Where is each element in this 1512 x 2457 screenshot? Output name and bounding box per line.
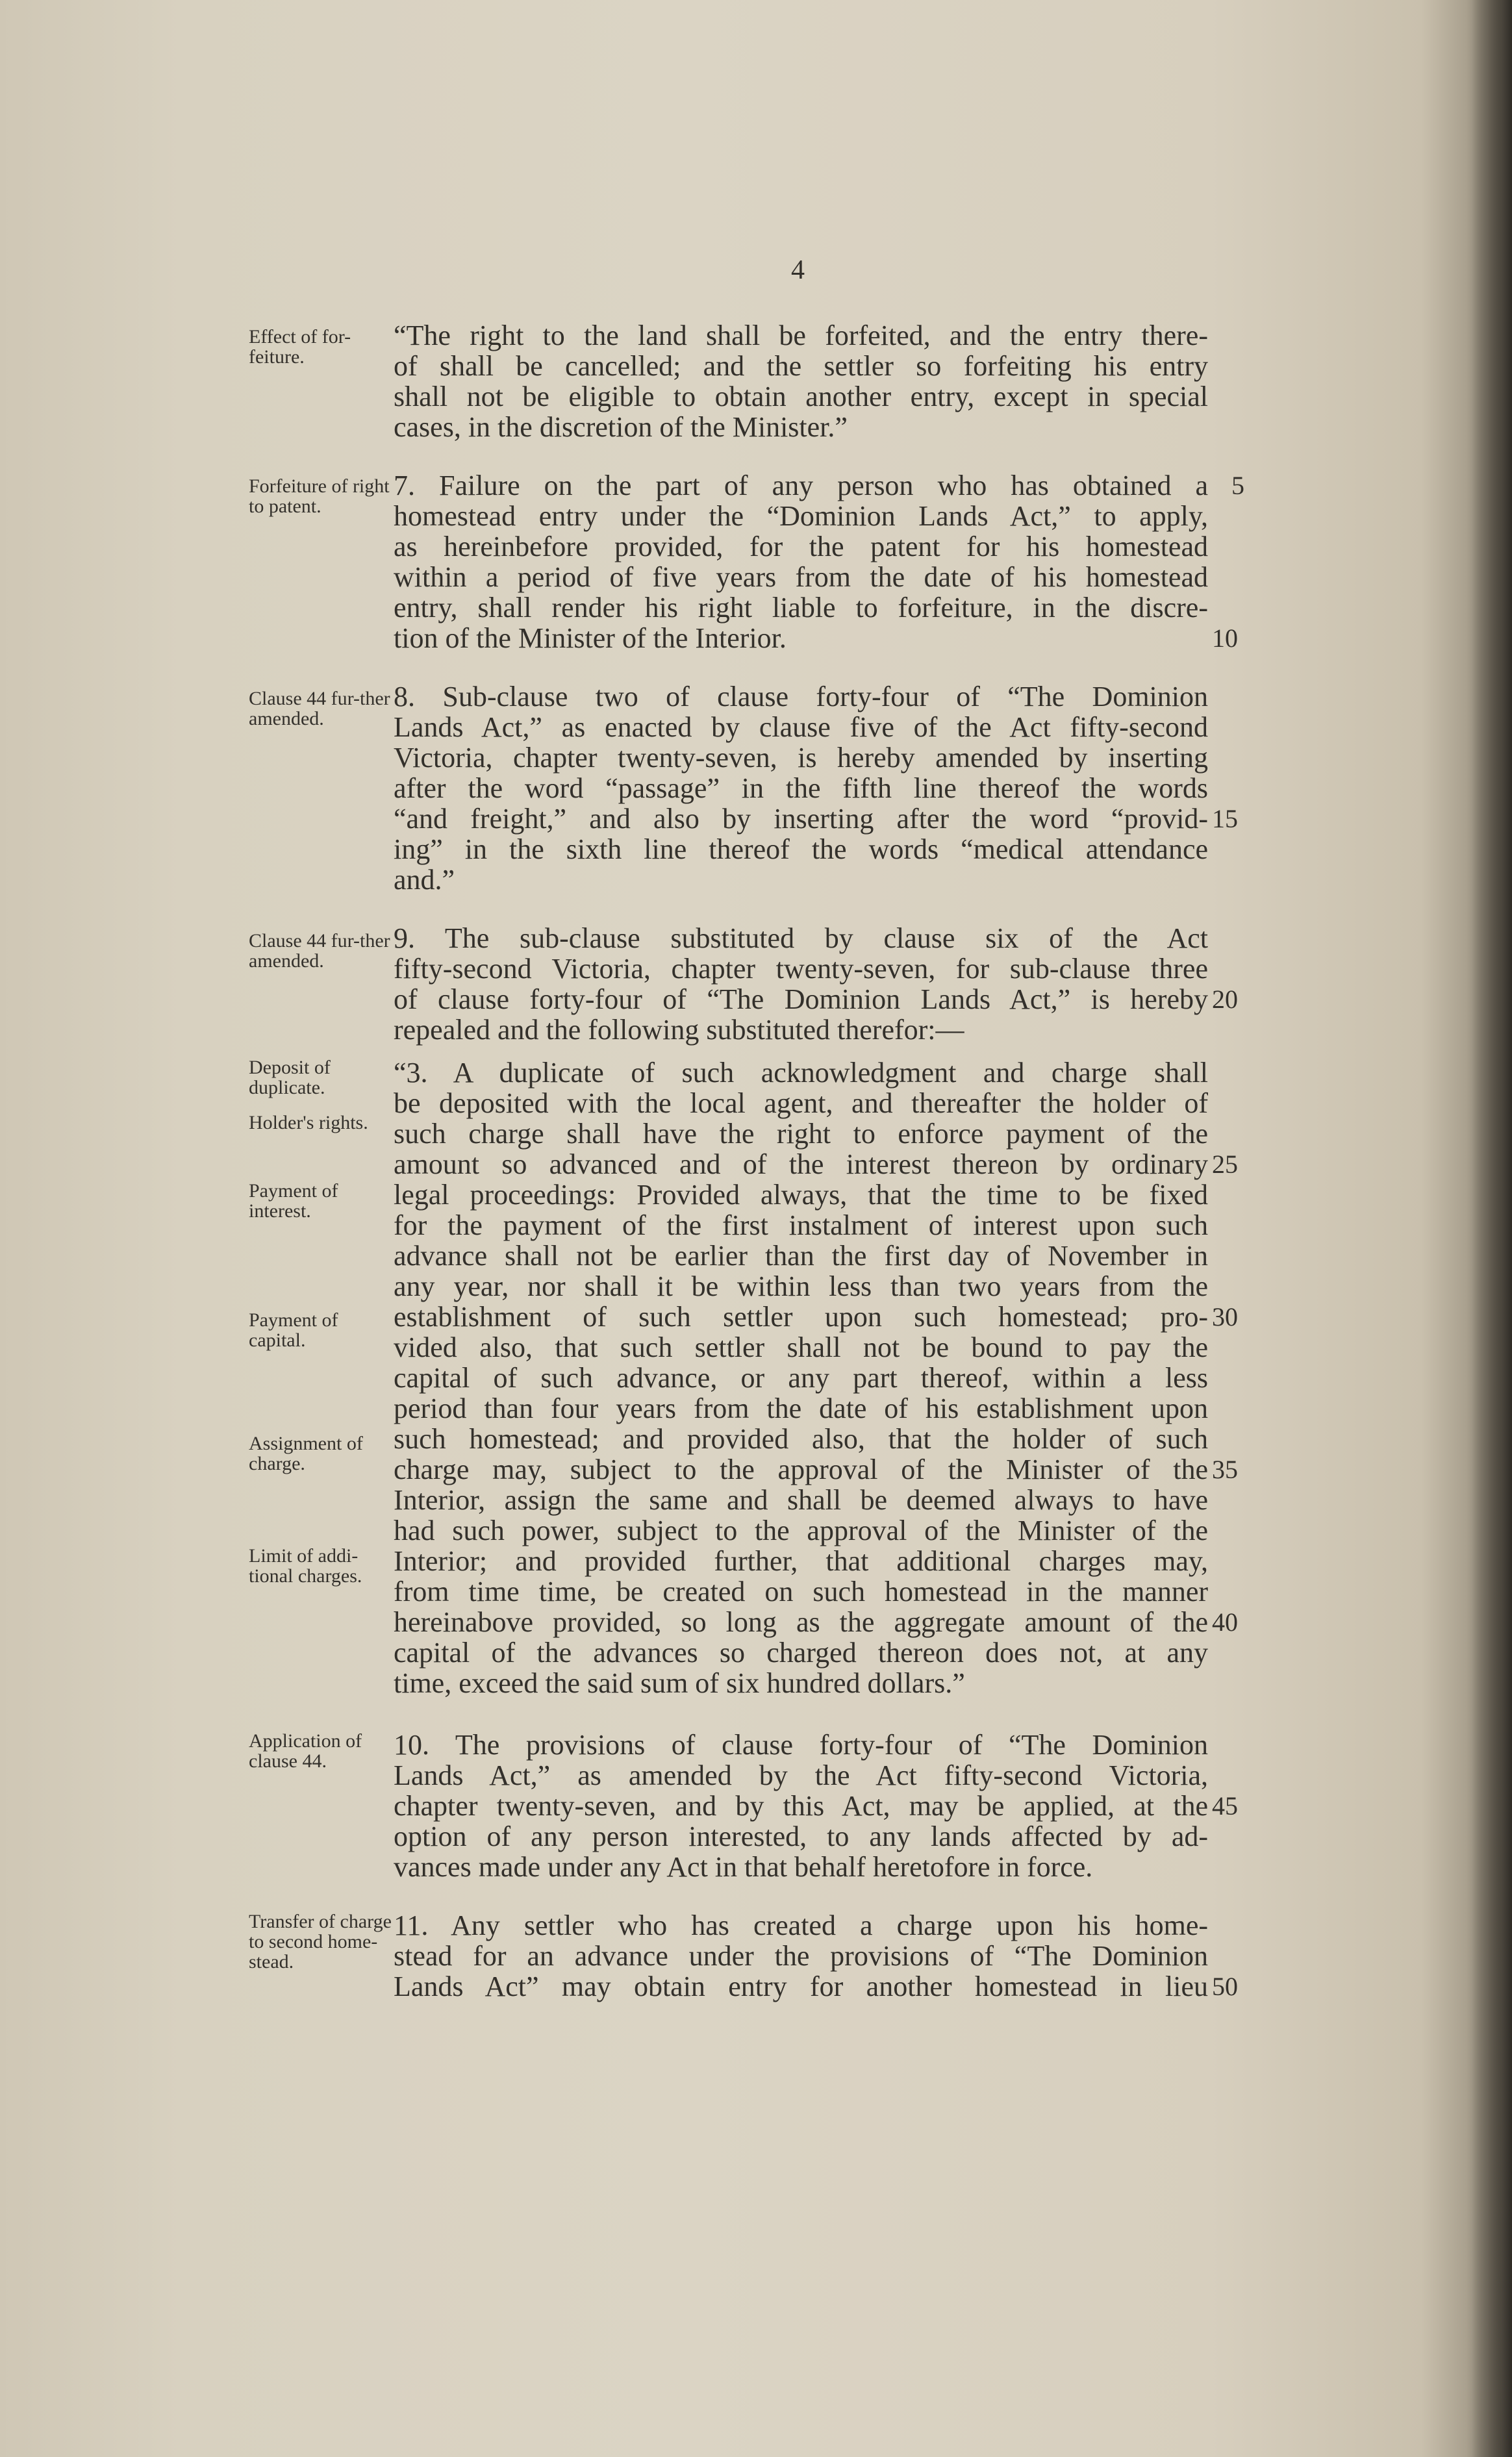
margin-note: Clause 44 fur-ther amended.	[249, 688, 390, 729]
body-line: Lands Act” may obtain entry for another homestead in lieu	[394, 1971, 1208, 2002]
body-line: vances made under any Act in that behalf heretofore in force.	[394, 1852, 1093, 1883]
line-number: 10	[1212, 624, 1238, 653]
body-line: hereinabove provided, so long as the aggregate amount of the	[394, 1607, 1208, 1638]
body-line: advance shall not be earlier than the first day of November in	[394, 1241, 1208, 1272]
line-number: 5	[1231, 471, 1244, 500]
body-line: after the word “passage” in the fifth line thereof the words	[394, 773, 1208, 804]
line-number: 30	[1212, 1302, 1238, 1331]
body-line: repealed and the following substituted therefor:—	[394, 1014, 964, 1046]
body-line: “3. A duplicate of such acknowledgment and charge shall	[394, 1057, 1208, 1089]
line-number: 20	[1212, 985, 1238, 1014]
body-line: within a period of five years from the date of his homestead	[394, 562, 1208, 593]
margin-note: Application of clause 44.	[249, 1730, 362, 1772]
body-line: Victoria, chapter twenty-seven, is hereby amended by inserting	[394, 742, 1208, 774]
margin-note: Assignment of charge.	[249, 1433, 363, 1474]
margin-note: Deposit of duplicate.	[249, 1057, 331, 1098]
margin-note: Payment of capital.	[249, 1309, 338, 1351]
line-number: 25	[1212, 1150, 1238, 1179]
line-number: 35	[1212, 1455, 1238, 1484]
body-line: fifty-second Victoria, chapter twenty-seven, for sub-clause three	[394, 953, 1208, 985]
body-line: amount so advanced and of the interest thereon by ordinary	[394, 1149, 1208, 1180]
body-line: Lands Act,” as amended by the Act fifty-second Victoria,	[394, 1760, 1208, 1791]
body-line: Lands Act,” as enacted by clause five of the Act fifty-second	[394, 712, 1208, 743]
body-line: option of any person interested, to any lands affected by ad-	[394, 1821, 1208, 1852]
body-line: shall not be eligible to obtain another entry, except in special	[394, 381, 1208, 412]
body-line: charge may, subject to the approval of the Minister of the	[394, 1454, 1208, 1485]
body-line: of shall be cancelled; and the settler so forfeiting his entry	[394, 351, 1208, 382]
body-line: vided also, that such settler shall not be bound to pay the	[394, 1332, 1208, 1363]
body-line: stead for an advance under the provisions of “The Dominion	[394, 1941, 1208, 1972]
body-line: 10. The provisions of clause forty-four of “The Dominion	[394, 1730, 1208, 1761]
body-line: establishment of such settler upon such homestead; pro-	[394, 1302, 1208, 1333]
body-line: entry, shall render his right liable to forfeiture, in the discre-	[394, 592, 1208, 624]
body-line: Interior, assign the same and shall be deemed always to have	[394, 1485, 1208, 1516]
margin-note: Forfeiture of right to patent.	[249, 475, 390, 517]
body-line: “The right to the land shall be forfeited, and the entry there-	[394, 320, 1208, 351]
body-line: capital of such advance, or any part thereof, within a less	[394, 1363, 1208, 1394]
page-binding-shadow	[1472, 0, 1512, 2457]
body-line: for the payment of the first instalment of interest upon such	[394, 1210, 1208, 1241]
line-number: 40	[1212, 1607, 1238, 1637]
body-line: and.”	[394, 864, 455, 896]
body-line: Interior; and provided further, that additional charges may,	[394, 1546, 1208, 1577]
body-line: ing” in the sixth line thereof the words “medical attendance	[394, 834, 1208, 865]
body-line: chapter twenty-seven, and by this Act, may be applied, at the	[394, 1791, 1208, 1822]
body-line: cases, in the discretion of the Minister.”	[394, 412, 848, 443]
body-line: be deposited with the local agent, and thereafter the holder of	[394, 1088, 1208, 1119]
page-number: 4	[791, 255, 805, 285]
body-line: 11. Any settler who has created a charge upon his home-	[394, 1910, 1208, 1941]
margin-note: Limit of addi-tional charges.	[249, 1545, 362, 1587]
margin-note: Payment of interest.	[249, 1180, 338, 1222]
line-number: 50	[1212, 1972, 1238, 2001]
body-line: any year, nor shall it be within less than two years from the	[394, 1271, 1208, 1302]
body-line: time, exceed the said sum of six hundred dollars.”	[394, 1668, 965, 1699]
body-line: “and freight,” and also by inserting after the word “provid-	[394, 803, 1208, 835]
body-line: 9. The sub-clause substituted by clause six of the Act	[394, 923, 1208, 954]
body-line: from time time, be created on such homestead in the manner	[394, 1576, 1208, 1607]
body-line: legal proceedings: Provided always, that the time to be fixed	[394, 1179, 1208, 1211]
body-line: period than four years from the date of his establishment upon	[394, 1393, 1208, 1424]
body-line: of clause forty-four of “The Dominion Lands Act,” is hereby	[394, 984, 1208, 1015]
body-line: tion of the Minister of the Interior.	[394, 623, 787, 654]
body-line: had such power, subject to the approval of the Minister of the	[394, 1515, 1208, 1546]
body-line: such homestead; and provided also, that the holder of such	[394, 1424, 1208, 1455]
body-line: as hereinbefore provided, for the patent for his homestead	[394, 531, 1208, 562]
margin-note: Effect of for-feiture.	[249, 326, 351, 368]
line-number: 15	[1212, 804, 1238, 833]
margin-note: Transfer of charge to second home-stead.	[249, 1911, 392, 1972]
body-line: capital of the advances so charged thereon does not, at any	[394, 1637, 1208, 1669]
body-line: such charge shall have the right to enforce payment of the	[394, 1118, 1208, 1150]
body-line: 7. Failure on the part of any person who has obtained a	[394, 470, 1208, 501]
body-line: homestead entry under the “Dominion Lands Act,” to apply,	[394, 501, 1208, 532]
margin-note: Holder's rights.	[249, 1112, 368, 1133]
margin-note: Clause 44 fur-ther amended.	[249, 930, 390, 972]
line-number: 45	[1212, 1791, 1238, 1821]
body-line: 8. Sub-clause two of clause forty-four of “The Dominion	[394, 681, 1208, 712]
